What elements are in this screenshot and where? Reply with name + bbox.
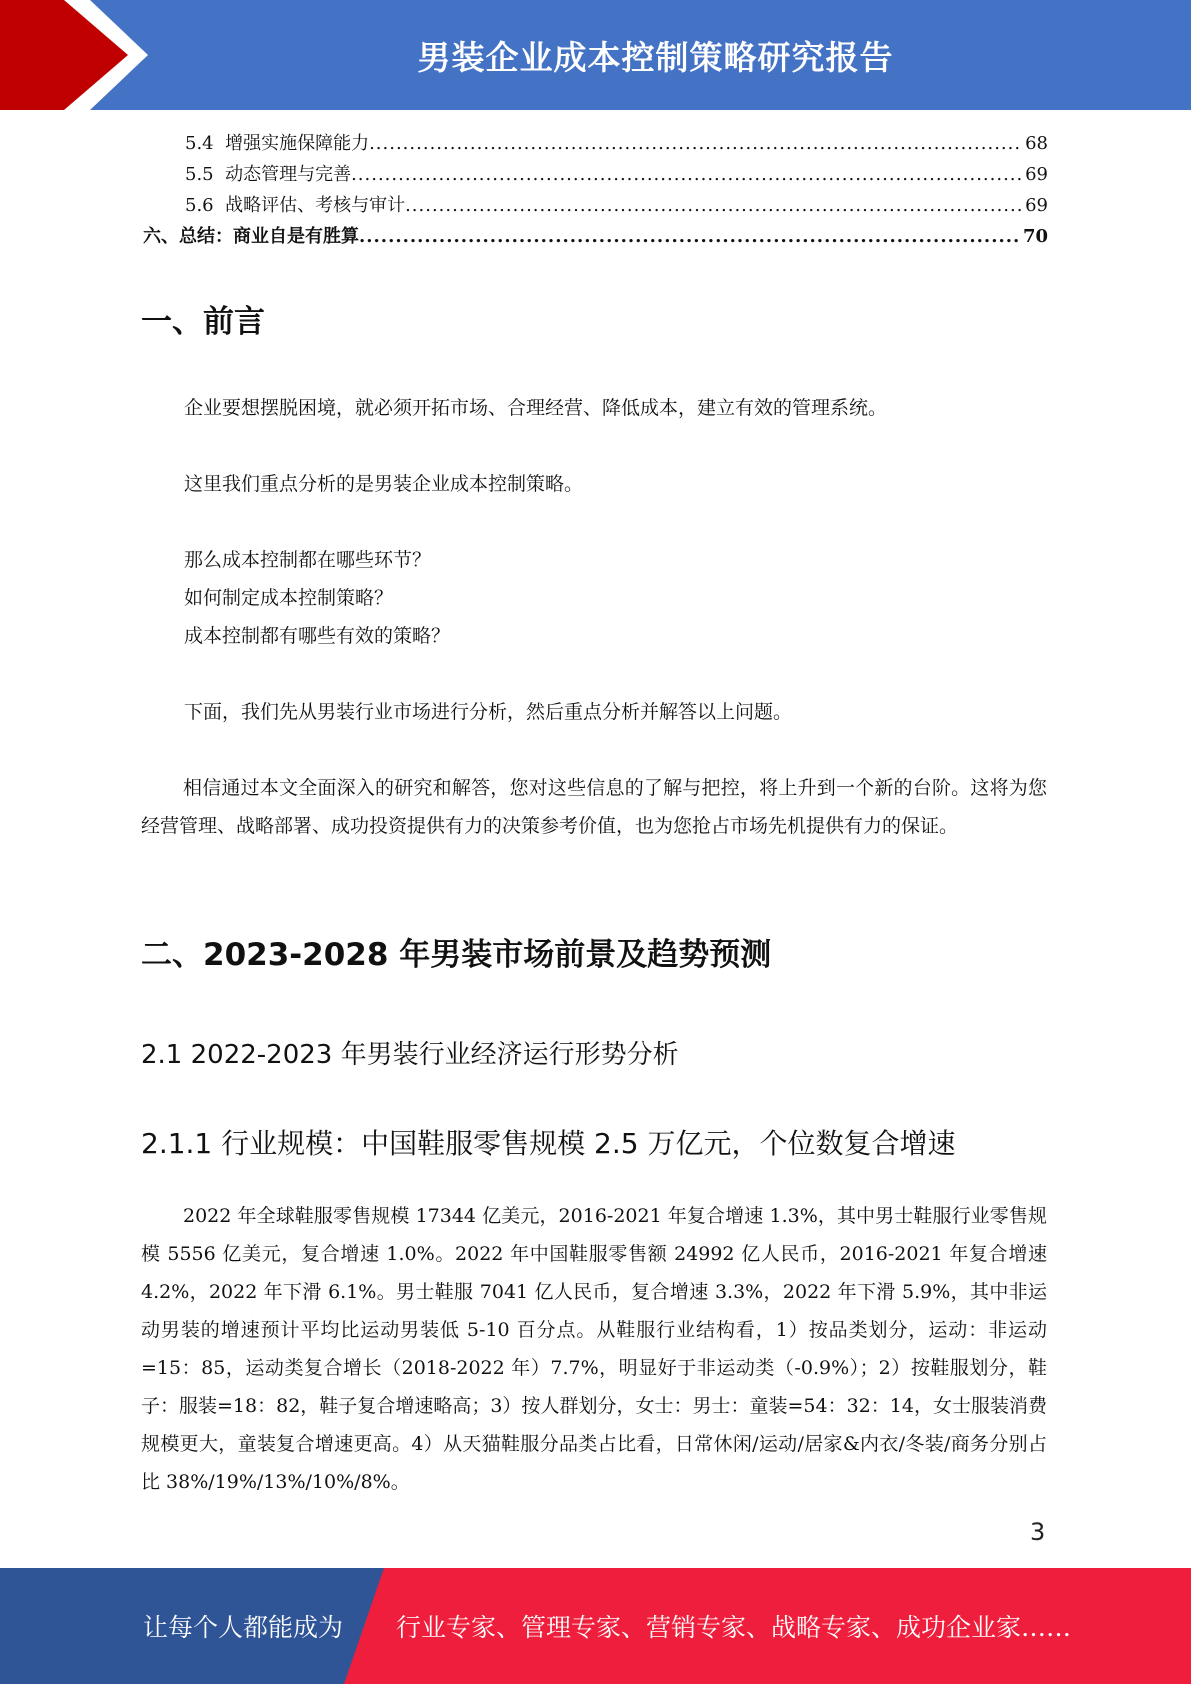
toc-leader-dots — [351, 159, 1023, 190]
toc-leader-dots — [369, 128, 1023, 159]
preface-paragraph-2: 这里我们重点分析的是男装企业成本控制策略。 — [184, 473, 584, 495]
toc-entry-page: 68 — [1025, 133, 1048, 154]
toc-entry[interactable] — [143, 190, 1048, 221]
subsection-heading-2-1-1: 2.1.1 行业规模：中国鞋服零售规模 2.5 万亿元，个位数复合增速 — [141, 1127, 956, 1160]
toc-entry-number: 5.5 — [185, 164, 226, 185]
toc-leader-dots — [359, 221, 1021, 252]
report-title: 男装企业成本控制策略研究报告 — [417, 37, 894, 77]
toc-entry-page: 69 — [1025, 195, 1048, 216]
section-heading-market-forecast: 二、2023-2028 年男装市场前景及趋势预测 — [141, 937, 772, 973]
preface-paragraph-3: 下面，我们先从男装行业市场进行分析，然后重点分析并解答以上问题。 — [184, 701, 793, 723]
toc-entry-title: 战略评估、考核与审计 — [225, 195, 406, 216]
section-heading-preface: 一、前言 — [141, 304, 265, 340]
toc-entry-number: 5.4 — [185, 133, 226, 154]
toc-entry-page: 70 — [1022, 226, 1048, 247]
toc-entry-title: 动态管理与完善 — [225, 164, 352, 185]
toc-leader-dots — [405, 190, 1023, 221]
toc-entry-title: 六、总结：商业自是有胜算 — [143, 226, 359, 247]
preface-paragraph-1: 企业要想摆脱困境，就必须开拓市场、合理经营、降低成本，建立有效的管理系统。 — [184, 397, 888, 419]
toc-entry-main[interactable] — [143, 221, 1048, 252]
preface-paragraph-4: 相信通过本文全面深入的研究和解答，您对这些信息的了解与把控，将上升到一个新的台阶。这将为您经营管理、战略部署、成功投资提供有力的决策参考价值，也为您抢占市场先机提供有力的保证。 — [141, 777, 1047, 837]
industry-scale-paragraph: 2022 年全球鞋服零售规模 17344 亿美元，2016-2021 年复合增速 1.3%，其中男士鞋服行业零售规模 5556 亿美元，复合增速 1.0%。2022 年中国鞋服零售额 24992 亿人民币，2016-2021 年复合增速 4.2%，2022 年下滑 6.1%。男士鞋服 7041 亿人民币，复合增速 3.3%，2022 年下滑 5.9%，其中非运动男装的增速预计平均比运动男装低 5-10 百分点。从鞋服行业结构看，1）按品类划分，运动：非运动=15：85，运动类复合增长（2018-2022 年）7.7%，明显好于非运动类（-0.9%）；2）按鞋服划分，鞋子：服装=18：82，鞋子复合增速略高；3）按人群划分，女士：男士：童装=54：32：14，女士服装消费规模更大，童装复合增速更高。4）从天猫鞋服分品类占比看，日常休闲/运动/居家&内衣/冬装/商务分别占比 38%/19%/13%/10%/8%。 — [141, 1205, 1047, 1493]
footer-slogan-left: 让每个人都能成为 — [143, 1613, 344, 1642]
toc-entry[interactable] — [143, 159, 1048, 190]
toc-entry[interactable] — [143, 128, 1048, 159]
table-of-contents — [143, 128, 1048, 252]
toc-entry-title: 增强实施保障能力 — [225, 133, 370, 154]
page-footer — [0, 1568, 1191, 1684]
preface-question-1: 那么成本控制都在哪些环节？ — [184, 549, 432, 571]
footer-slogan-right: 行业专家、管理专家、营销专家、战略专家、成功企业家…… — [396, 1613, 1072, 1642]
preface-question-2: 如何制定成本控制策略？ — [184, 587, 394, 609]
page-header — [0, 0, 1191, 110]
page-number: 3 — [1030, 1518, 1046, 1546]
subsection-heading-2-1: 2.1 2022-2023 年男装行业经济运行形势分析 — [141, 1040, 679, 1070]
toc-entry-number: 5.6 — [185, 195, 226, 216]
preface-question-3: 成本控制都有哪些有效的策略？ — [184, 625, 451, 647]
toc-entry-page: 69 — [1025, 164, 1048, 185]
